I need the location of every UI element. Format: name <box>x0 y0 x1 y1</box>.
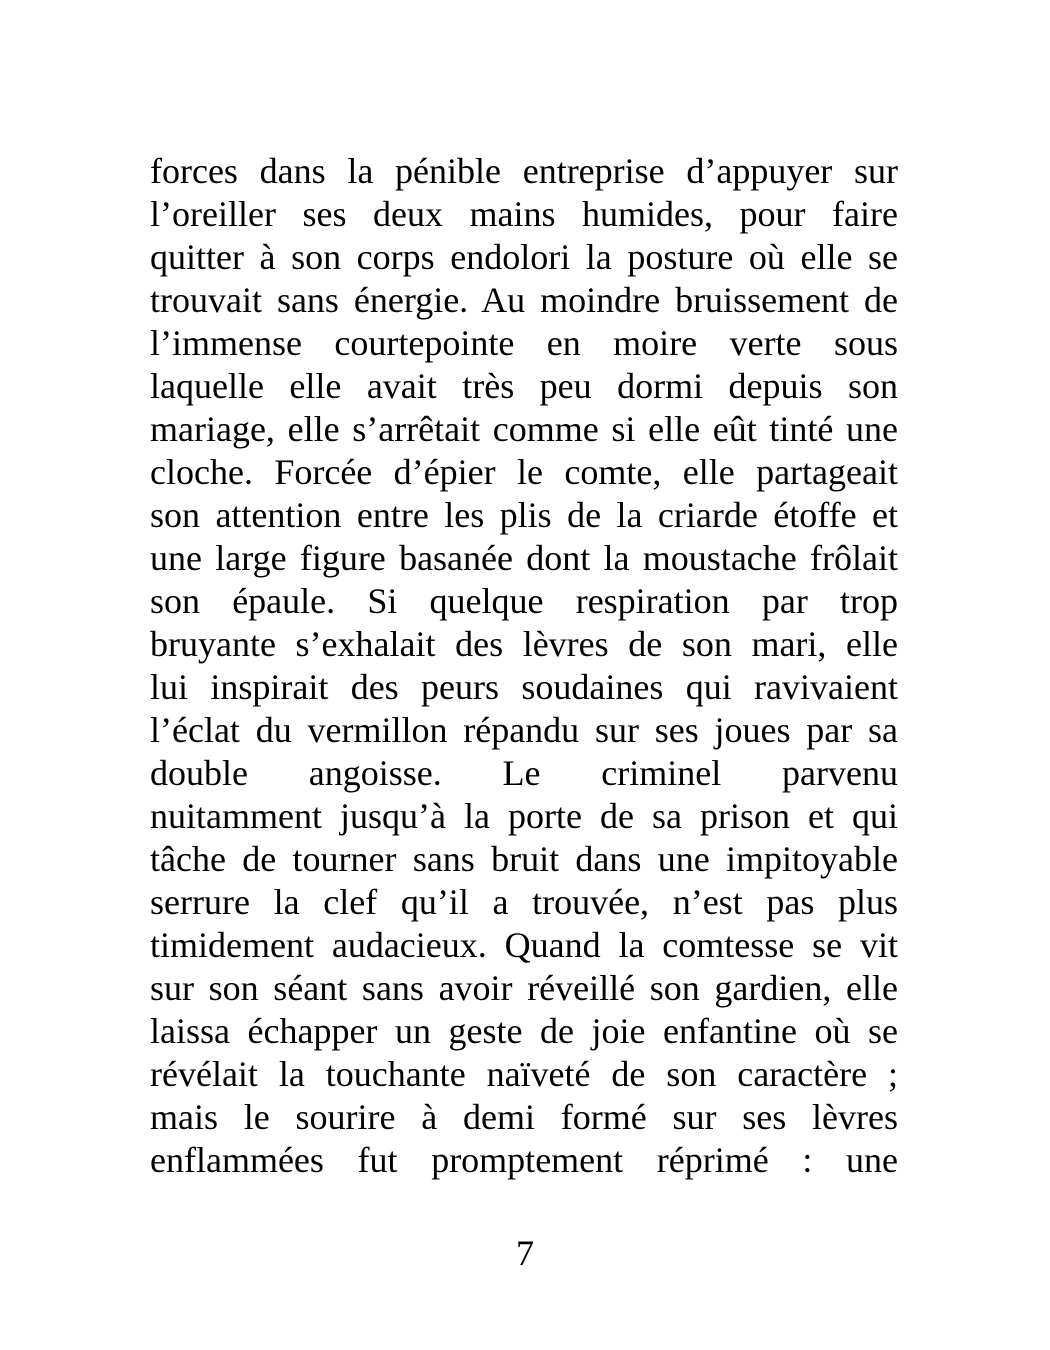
text-line: timidement audacieux. Quand la comtesse se vit <box>150 925 898 965</box>
text-line: sur son séant sans avoir réveillé son gardien, elle <box>150 968 898 1008</box>
text-line: son épaule. Si quelque respiration par trop <box>150 581 898 621</box>
text-line: l’oreiller ses deux mains humides, pour faire <box>150 194 898 234</box>
text-line: quitter à son corps endolori la posture où elle se <box>150 237 898 277</box>
body-paragraph <box>150 150 898 1182</box>
text-line: son attention entre les plis de la criarde étoffe et <box>150 495 898 535</box>
text-line: lui inspirait des peurs soudaines qui ravivaient <box>150 667 898 707</box>
text-line: laquelle elle avait très peu dormi depuis son <box>150 366 898 406</box>
text-line: tâche de tourner sans bruit dans une impitoyable <box>150 839 898 879</box>
text-line: double angoisse. Le criminel parvenu <box>150 753 898 793</box>
text-line: mais le sourire à demi formé sur ses lèvres <box>150 1097 898 1137</box>
text-line: l’éclat du vermillon répandu sur ses joues par sa <box>150 710 898 750</box>
text-line: forces dans la pénible entreprise d’appuyer sur <box>150 151 898 191</box>
text-line: mariage, elle s’arrêtait comme si elle eût tinté une <box>150 409 898 449</box>
text-line: bruyante s’exhalait des lèvres de son mari, elle <box>150 624 898 664</box>
text-line: serrure la clef qu’il a trouvée, n’est pas plus <box>150 882 898 922</box>
page-number: 7 <box>516 1233 534 1273</box>
text-line: cloche. Forcée d’épier le comte, elle partageait <box>150 452 898 492</box>
text-line: nuitamment jusqu’à la porte de sa prison et qui <box>150 796 898 836</box>
text-line: laissa échapper un geste de joie enfantine où se <box>150 1011 898 1051</box>
text-line: révélait la touchante naïveté de son caractère ; <box>150 1054 898 1094</box>
text-line: une large figure basanée dont la moustache frôlait <box>150 538 898 578</box>
text-line: trouvait sans énergie. Au moindre bruissement de <box>150 280 898 320</box>
text-line: enflammées fut promptement réprimé : une <box>150 1140 898 1180</box>
text-line: l’immense courtepointe en moire verte sous <box>150 323 898 363</box>
